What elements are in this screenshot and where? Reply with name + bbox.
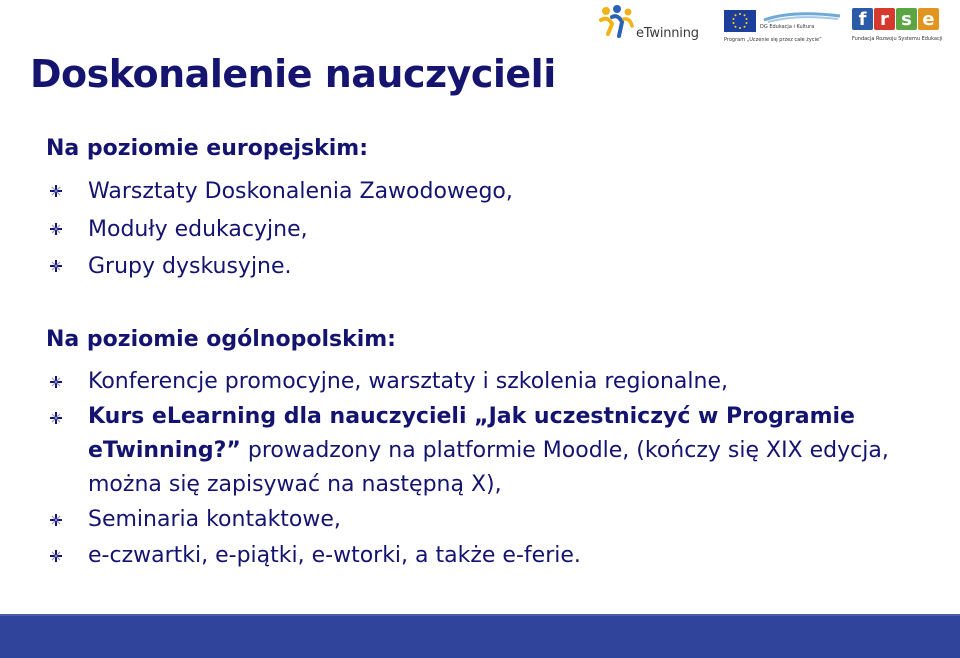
slide-title: Doskonalenie nauczycieli: [30, 52, 556, 96]
list-item: [48, 248, 513, 286]
list-item-text: Warsztaty Doskonalenia Zawodowego,: [88, 179, 513, 204]
frse-letter-r: r: [874, 8, 895, 30]
frse-letter-e: e: [918, 8, 939, 30]
lifelong-learning-swoosh-icon: [762, 10, 842, 24]
list-item-text: Moduły edukacyjne,: [88, 216, 308, 242]
european-level-list: [48, 173, 513, 286]
bullet-cross-icon: [50, 376, 62, 388]
etwinning-logo-text: eTwinning: [636, 26, 699, 41]
frse-name-text: Fundacja Rozwoju Systemu Edukacji: [852, 36, 943, 42]
bullet-cross-icon: [50, 185, 62, 197]
list-item-text: Konferencje promocyjne, warsztaty i szkolenia regionalne,: [88, 369, 728, 394]
eu-flag-icon: [724, 10, 756, 32]
section-heading-national: Na poziomie ogólnopolskim:: [46, 327, 396, 352]
footer-bar: [0, 614, 960, 658]
list-item: [48, 364, 960, 400]
frse-letter-blocks: [852, 8, 939, 30]
list-item: [48, 400, 960, 502]
list-item: [48, 173, 513, 211]
eu-dg-text: DG Edukacja i Kultura: [760, 24, 815, 30]
list-item-text: Seminaria kontaktowe,: [88, 507, 341, 532]
list-item: [48, 211, 513, 249]
frse-letter-s: s: [896, 8, 917, 30]
list-item-text: e-czwartki, e-piątki, e-wtorki, a także e-ferie.: [88, 543, 581, 568]
section-heading-european: Na poziomie europejskim:: [46, 136, 369, 161]
bullet-cross-icon: [50, 550, 62, 562]
partner-logos: [580, 0, 960, 50]
etwinning-figures-icon: [598, 4, 638, 44]
etwinning-logo: [598, 4, 708, 44]
list-item-text: Grupy dyskusyjne.: [88, 254, 292, 279]
eu-programme-text: Program „Uczenie się przez całe życie”: [724, 37, 822, 43]
bullet-cross-icon: [50, 514, 62, 526]
bullet-cross-icon: [50, 260, 62, 272]
national-level-list: [48, 364, 960, 574]
list-item: [48, 538, 960, 574]
elearning-course-description: prowadzony na platformie Moodle, (kończy się XIX edycja, można się zapisywać na następną X),: [88, 438, 889, 497]
list-item: [48, 502, 960, 538]
frse-letter-f: f: [852, 8, 873, 30]
elearning-course-title: Kurs eLearning dla nauczycieli „Jak uczestniczyć w Programie eTwinning?”: [88, 404, 855, 463]
eu-programme-logo: [724, 10, 842, 44]
frse-logo: [852, 8, 956, 44]
bullet-cross-icon: [50, 223, 62, 235]
bullet-cross-icon: [50, 412, 62, 424]
